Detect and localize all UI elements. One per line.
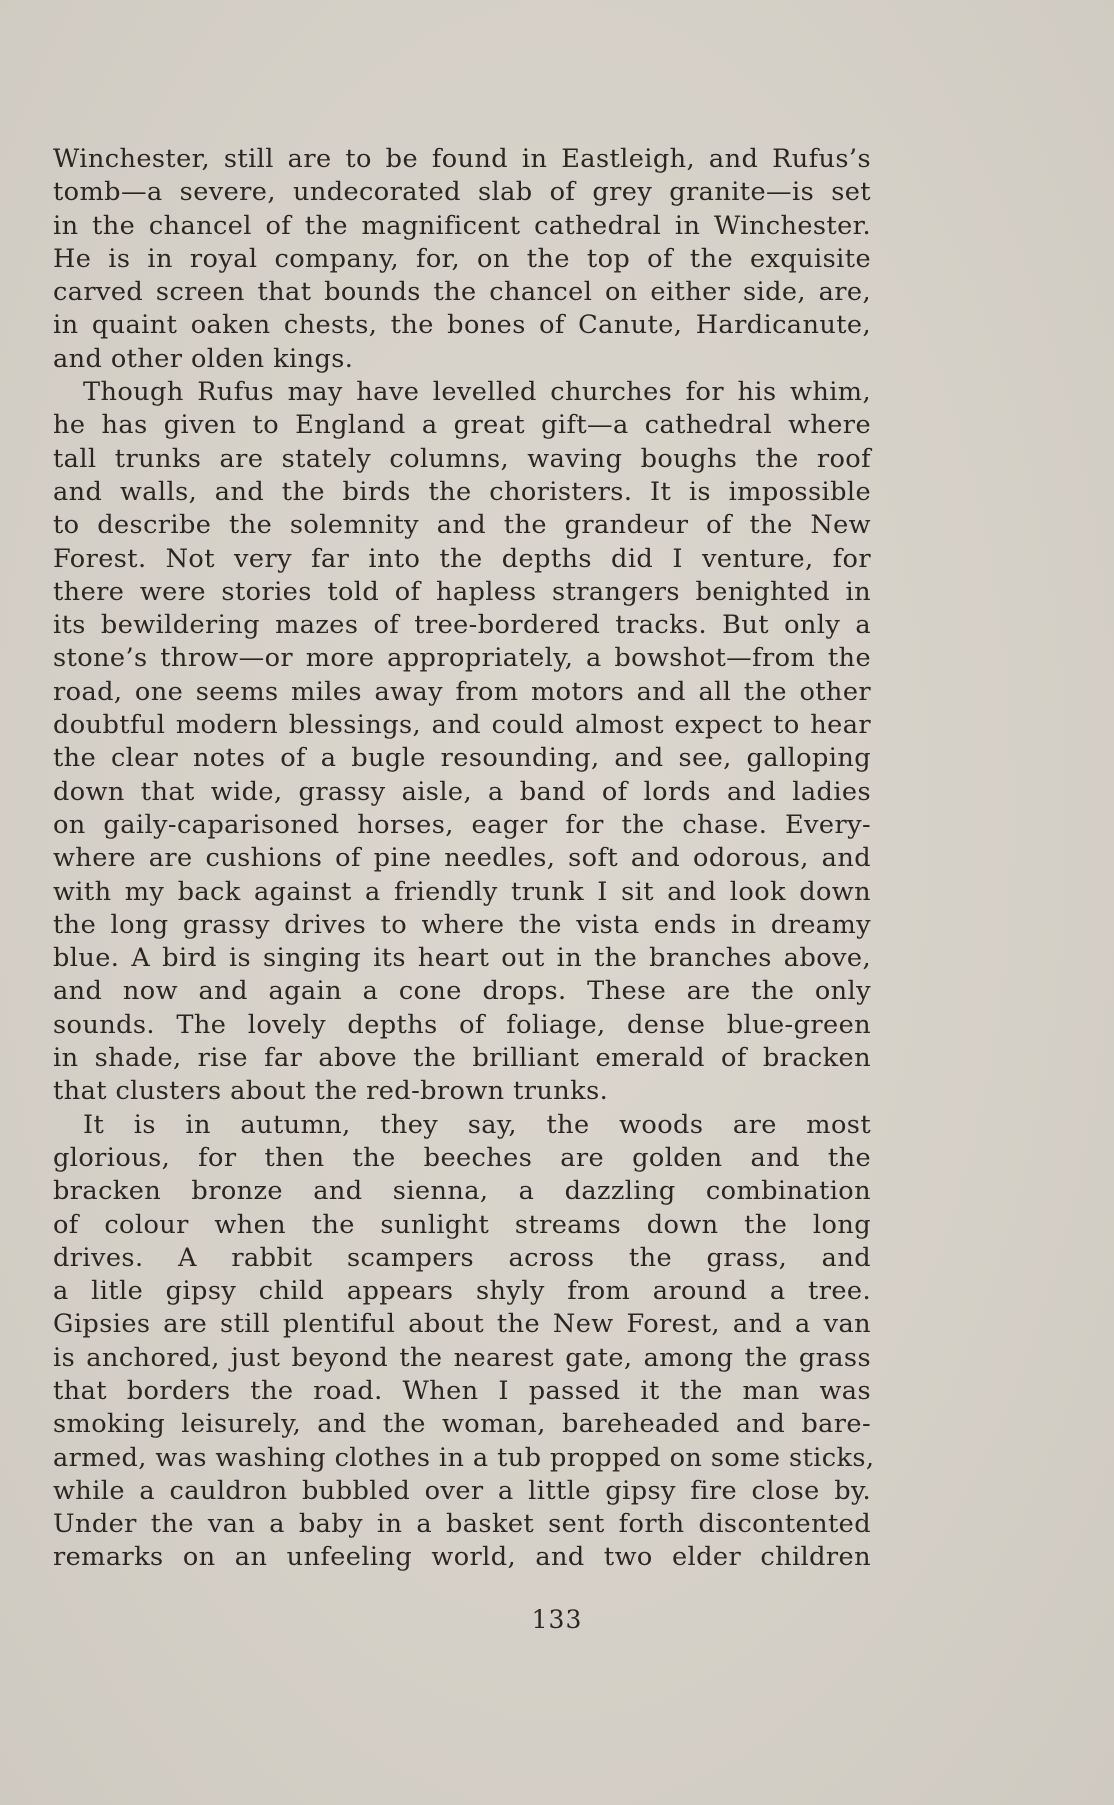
text-line: Forest. Not very far into the depths did I venture, for [53, 543, 871, 574]
text-line: there were stories told of hapless strangers benighted in [53, 576, 871, 607]
page-number: 133 [531, 1605, 583, 1634]
text-line: carved screen that bounds the chancel on either side, are, [53, 277, 871, 308]
paragraph [53, 143, 871, 376]
text-line: in the chancel of the magnificent cathedral in Winchester. [53, 210, 871, 241]
text-line: He is in royal company, for, on the top of the exquisite [53, 243, 871, 274]
text-line: that clusters about the red-brown trunks. [53, 1076, 609, 1107]
text-line: and other olden kings. [53, 343, 354, 374]
text-line: tomb—a severe, undecorated slab of grey granite—is set [53, 177, 871, 208]
text-line: on gaily-caparisoned horses, eager for the chase. Every- [53, 809, 871, 840]
text-line: tall trunks are stately columns, waving boughs the roof [53, 443, 871, 474]
text-line: of colour when the sunlight streams down the long [53, 1209, 871, 1240]
text-line: while a cauldron bubbled over a little gipsy fire close by. [53, 1475, 871, 1506]
text-line: Gipsies are still plentiful about the New Forest, and a van [53, 1309, 871, 1340]
text-line: armed, was washing clothes in a tub propped on some sticks, [53, 1442, 875, 1473]
text-line: smoking leisurely, and the woman, bareheaded and bare- [53, 1409, 871, 1440]
text-line: that borders the road. When I passed it the man was [53, 1375, 871, 1406]
text-line: road, one seems miles away from motors and all the other [53, 676, 871, 707]
text-line: glorious, for then the beeches are golden and the [53, 1142, 871, 1173]
text-line: in shade, rise far above the brilliant emerald of bracken [53, 1043, 871, 1074]
text-line: he has given to England a great gift—a cathedral where [53, 410, 871, 441]
text-line: and walls, and the birds the choristers. It is impossible [53, 476, 871, 507]
text-line: in quaint oaken chests, the bones of Canute, Hardicanute, [53, 310, 871, 341]
paragraph [53, 376, 871, 1109]
text-line: stone’s throw—or more appropriately, a bowshot—from the [53, 643, 871, 674]
text-line: It is in autumn, they say, the woods are most [83, 1109, 871, 1140]
text-line: sounds. The lovely depths of foliage, dense blue-green [53, 1009, 871, 1040]
text-line: Under the van a baby in a basket sent forth discontented [53, 1509, 871, 1540]
text-line: down that wide, grassy aisle, a band of lords and ladies [53, 776, 871, 807]
text-line: Though Rufus may have levelled churches for his whim, [83, 377, 871, 408]
text-line: bracken bronze and sienna, a dazzling combination [53, 1176, 871, 1207]
text-line: its bewildering mazes of tree-bordered tracks. But only a [53, 610, 871, 641]
text-line: blue. A bird is singing its heart out in the branches above, [53, 943, 871, 974]
text-line: with my back against a friendly trunk I sit and look down [53, 876, 871, 907]
text-line: is anchored, just beyond the nearest gate, among the grass [53, 1342, 871, 1373]
text-line: and now and again a cone drops. These are the only [53, 976, 871, 1007]
text-line: the long grassy drives to where the vista ends in dreamy [53, 909, 871, 940]
text-line: remarks on an unfeeling world, and two elder children [53, 1542, 871, 1573]
text-line: to describe the solemnity and the grandeur of the New [53, 510, 871, 541]
body-text [53, 143, 875, 1575]
text-line: a litle gipsy child appears shyly from around a tree. [53, 1276, 871, 1307]
text-line: Winchester, still are to be found in Eastleigh, and Rufus’s [53, 144, 871, 174]
text-line: drives. A rabbit scampers across the grass, and [53, 1242, 871, 1273]
text-line: doubtful modern blessings, and could almost expect to hear [53, 710, 871, 741]
text-line: where are cushions of pine needles, soft and odorous, and [53, 843, 871, 874]
paragraph [53, 1109, 875, 1575]
text-line: the clear notes of a bugle resounding, and see, galloping [53, 743, 871, 774]
